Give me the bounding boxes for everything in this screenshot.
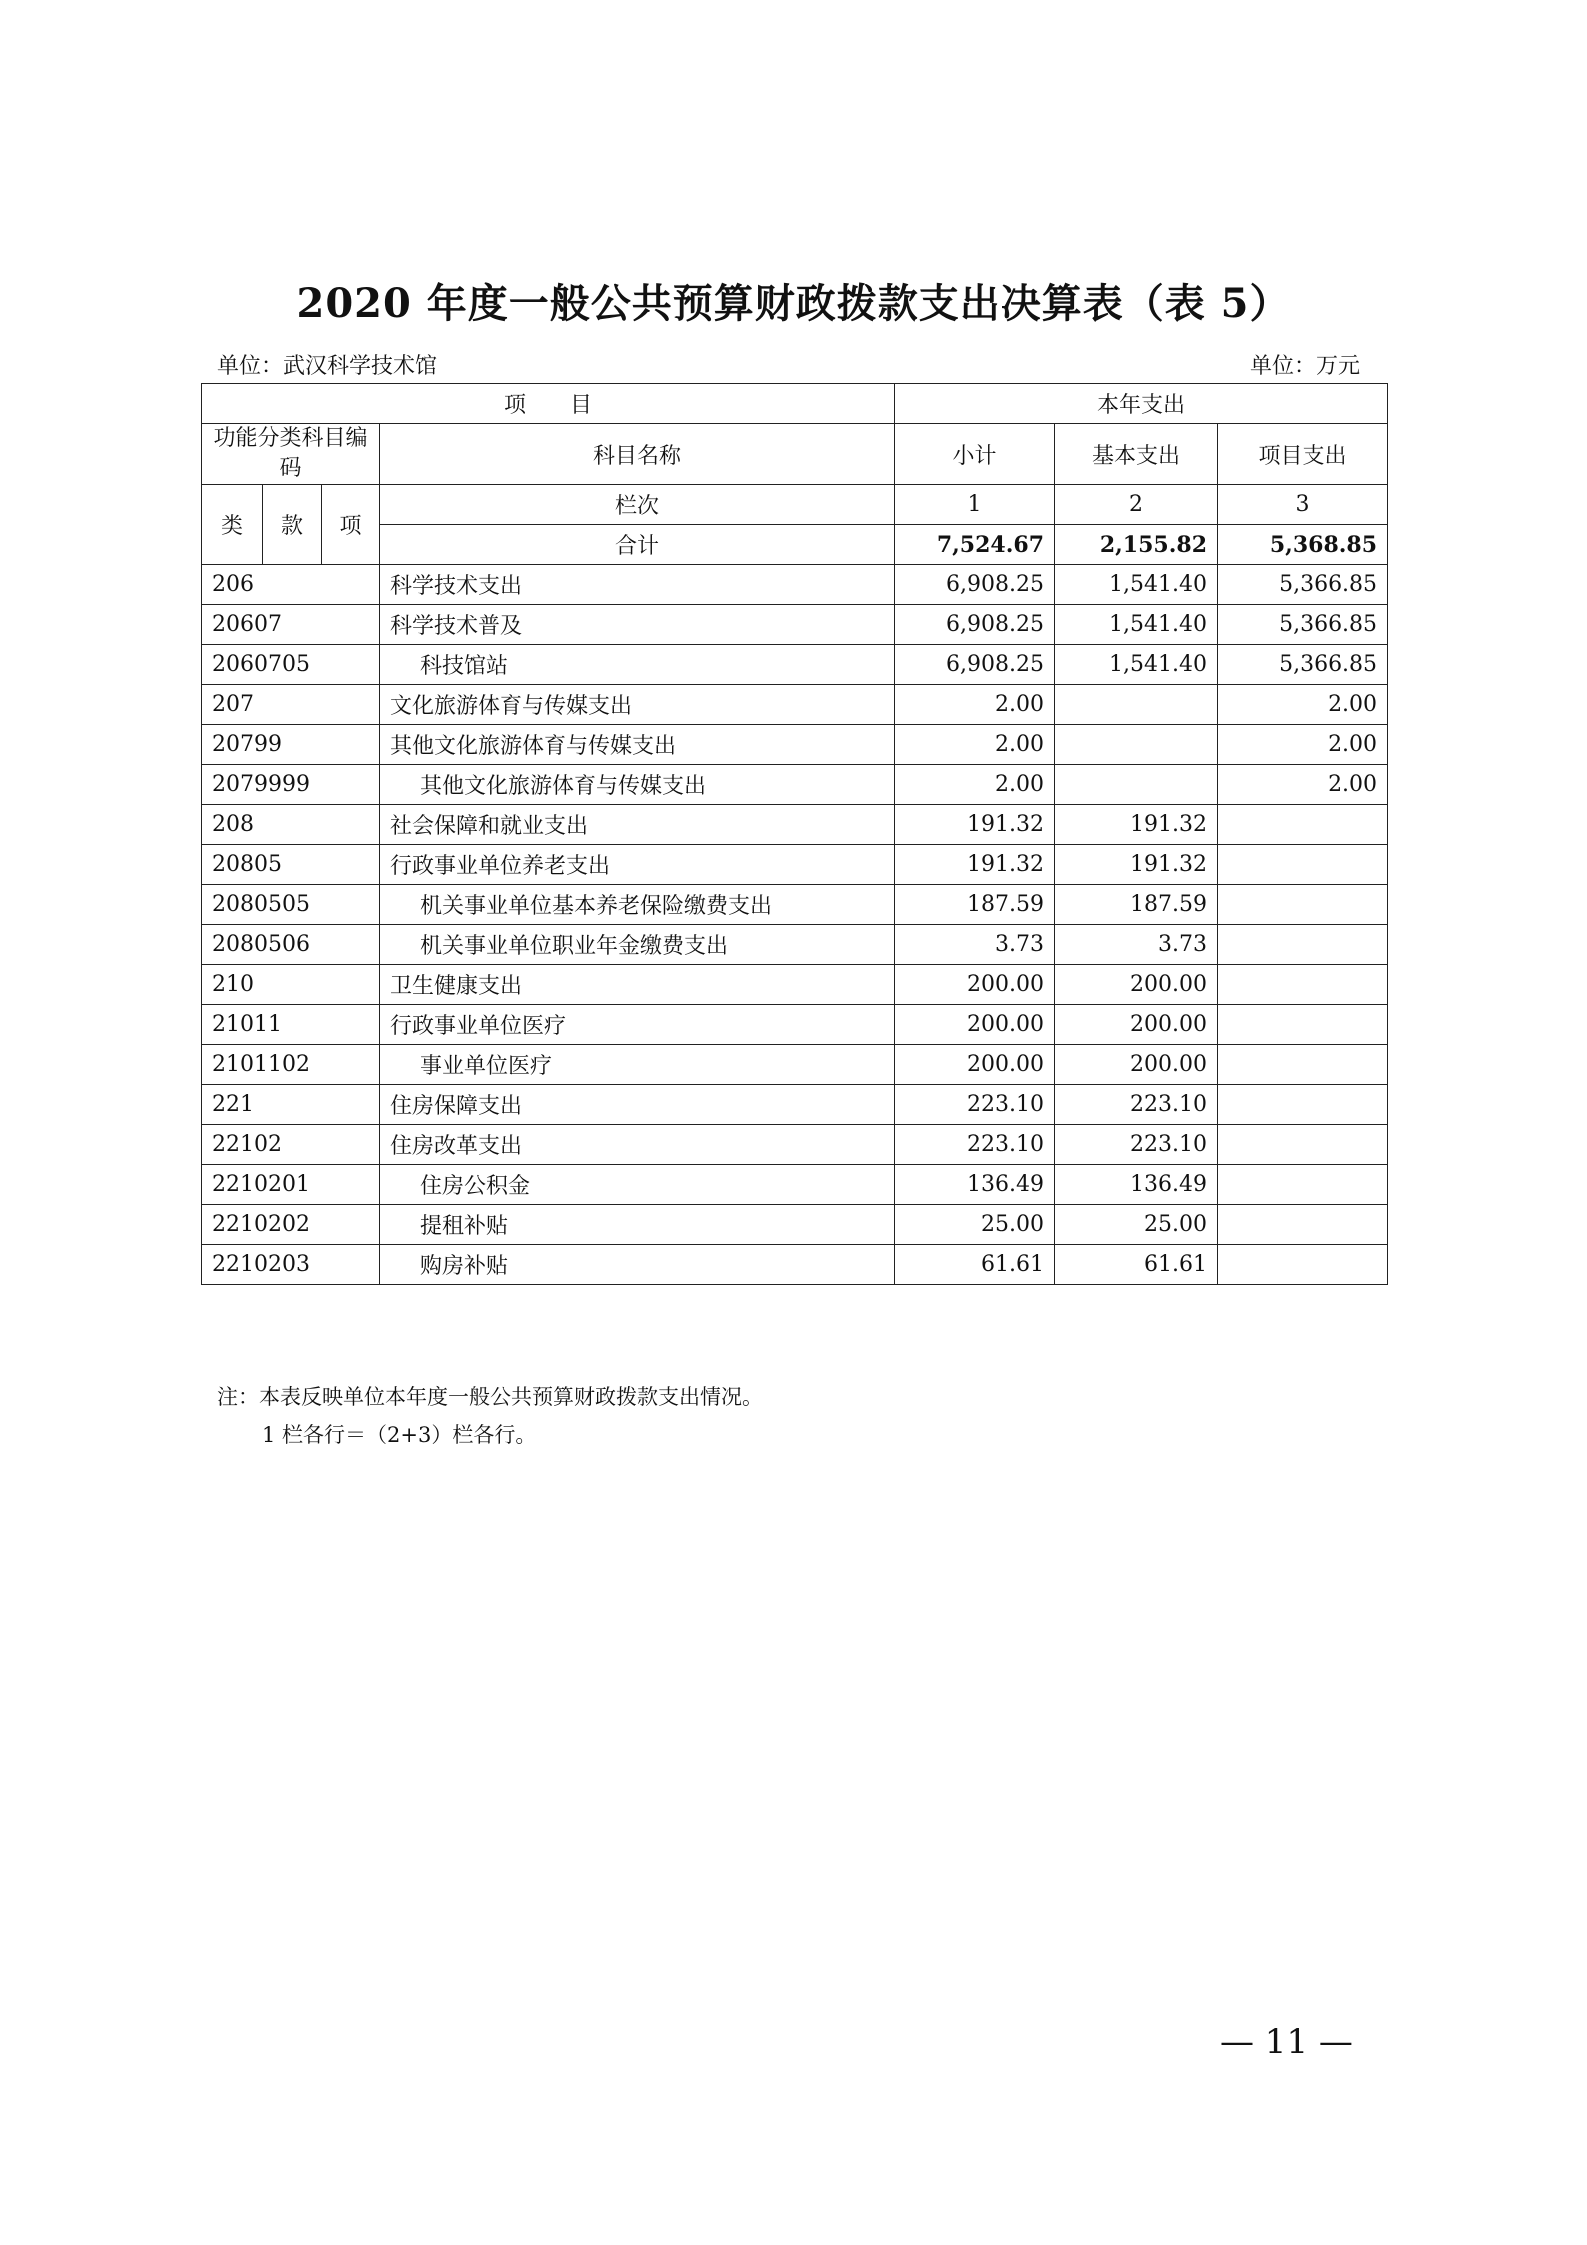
row-subject-name: 购房补贴 [380,1245,895,1285]
notes [217,1378,763,1454]
row-basic [1055,765,1218,805]
row-project: 2.00 [1218,685,1388,725]
row-code: 207 [202,685,380,725]
row-basic: 61.61 [1055,1245,1218,1285]
row-basic: 136.49 [1055,1165,1218,1205]
row-subject-name: 住房改革支出 [380,1125,895,1165]
header-func-code: 功能分类科目编码 [202,424,380,485]
row-subject-name: 住房保障支出 [380,1085,895,1125]
row-subtotal: 200.00 [895,1005,1055,1045]
note-line: 1 栏各行＝（2+3）栏各行。 [262,1423,537,1447]
row-subtotal: 191.32 [895,845,1055,885]
row-subject-name: 机关事业单位职业年金缴费支出 [380,925,895,965]
row-subject-name: 行政事业单位养老支出 [380,845,895,885]
row-basic: 200.00 [1055,1045,1218,1085]
row-subject-name: 住房公积金 [380,1165,895,1205]
row-project [1218,925,1388,965]
header-subject-name: 科目名称 [380,424,895,485]
row-project [1218,885,1388,925]
row-subject-name: 行政事业单位医疗 [380,1005,895,1045]
total-label: 合计 [380,525,895,565]
row-subtotal: 223.10 [895,1085,1055,1125]
header-col3: 3 [1218,485,1388,525]
row-subject-name: 卫生健康支出 [380,965,895,1005]
table-row [202,805,1388,845]
header-col2: 2 [1055,485,1218,525]
header-column-no: 栏次 [380,485,895,525]
row-subtotal: 200.00 [895,965,1055,1005]
row-subtotal: 223.10 [895,1125,1055,1165]
row-code: 2101102 [202,1045,380,1085]
note-line: 注：本表反映单位本年度一般公共预算财政拨款支出情况。 [217,1385,763,1409]
total-project: 5,368.85 [1218,525,1388,565]
row-project: 5,366.85 [1218,565,1388,605]
table-row [202,965,1388,1005]
table-row [202,685,1388,725]
table-row [202,845,1388,885]
row-project [1218,1205,1388,1245]
row-subtotal: 25.00 [895,1205,1055,1245]
header-expense: 本年支出 [895,384,1388,424]
row-basic: 1,541.40 [1055,565,1218,605]
row-code: 2060705 [202,645,380,685]
row-subject-name: 机关事业单位基本养老保险缴费支出 [380,885,895,925]
table-row [202,645,1388,685]
row-code: 2079999 [202,765,380,805]
table-row [202,725,1388,765]
row-basic: 187.59 [1055,885,1218,925]
row-code: 2210203 [202,1245,380,1285]
row-subject-name: 科学技术普及 [380,605,895,645]
row-basic: 200.00 [1055,965,1218,1005]
header-basic: 基本支出 [1055,424,1218,485]
row-project [1218,805,1388,845]
header-col1: 1 [895,485,1055,525]
row-basic: 191.32 [1055,845,1218,885]
header-kuan: 款 [263,485,322,565]
total-subtotal: 7,524.67 [895,525,1055,565]
table-row [202,925,1388,965]
row-project [1218,1245,1388,1285]
row-subject-name: 事业单位医疗 [380,1045,895,1085]
row-basic [1055,725,1218,765]
row-project [1218,965,1388,1005]
row-code: 20607 [202,605,380,645]
row-subtotal: 3.73 [895,925,1055,965]
row-subtotal: 200.00 [895,1045,1055,1085]
table-row [202,1005,1388,1045]
table-row [202,885,1388,925]
row-subtotal: 6,908.25 [895,645,1055,685]
row-project [1218,1085,1388,1125]
row-code: 210 [202,965,380,1005]
row-subject-name: 社会保障和就业支出 [380,805,895,845]
header-project: 项 目 [202,384,895,424]
row-subtotal: 6,908.25 [895,565,1055,605]
row-subtotal: 2.00 [895,765,1055,805]
row-subtotal: 61.61 [895,1245,1055,1285]
row-subject-name: 其他文化旅游体育与传媒支出 [380,725,895,765]
row-code: 22102 [202,1125,380,1165]
row-project [1218,1005,1388,1045]
header-project-expense: 项目支出 [1218,424,1388,485]
row-basic: 223.10 [1055,1125,1218,1165]
table-row [202,1205,1388,1245]
row-subject-name: 科学技术支出 [380,565,895,605]
total-basic: 2,155.82 [1055,525,1218,565]
row-code: 2210201 [202,1165,380,1205]
row-project [1218,1045,1388,1085]
row-basic: 1,541.40 [1055,645,1218,685]
row-basic: 25.00 [1055,1205,1218,1245]
row-code: 2210202 [202,1205,380,1245]
row-subject-name: 科技馆站 [380,645,895,685]
budget-table [201,383,1388,1285]
row-basic: 223.10 [1055,1085,1218,1125]
page-title: 2020 年度一般公共预算财政拨款支出决算表（表 5） [296,280,1291,327]
row-subtotal: 2.00 [895,685,1055,725]
row-project [1218,845,1388,885]
row-code: 208 [202,805,380,845]
row-code: 2080506 [202,925,380,965]
row-project: 2.00 [1218,765,1388,805]
table-row [202,1125,1388,1165]
header-xiang: 项 [322,485,380,565]
row-project: 5,366.85 [1218,645,1388,685]
table-row [202,1085,1388,1125]
row-basic [1055,685,1218,725]
row-code: 20799 [202,725,380,765]
row-subtotal: 187.59 [895,885,1055,925]
page-number: — 11 — [1220,2022,1353,2062]
table-row [202,1165,1388,1205]
table-row [202,565,1388,605]
row-subject-name: 文化旅游体育与传媒支出 [380,685,895,725]
row-project [1218,1125,1388,1165]
row-subtotal: 136.49 [895,1165,1055,1205]
row-code: 2080505 [202,885,380,925]
table-row [202,605,1388,645]
row-basic: 3.73 [1055,925,1218,965]
row-code: 221 [202,1085,380,1125]
unit-label: 单位：武汉科学技术馆 [217,354,438,379]
row-basic: 200.00 [1055,1005,1218,1045]
row-subtotal: 6,908.25 [895,605,1055,645]
row-project [1218,1165,1388,1205]
row-basic: 1,541.40 [1055,605,1218,645]
row-code: 21011 [202,1005,380,1045]
header-subtotal: 小计 [895,424,1055,485]
table-row [202,1045,1388,1085]
row-subtotal: 2.00 [895,725,1055,765]
row-subject-name: 其他文化旅游体育与传媒支出 [380,765,895,805]
row-code: 206 [202,565,380,605]
row-subtotal: 191.32 [895,805,1055,845]
row-code: 20805 [202,845,380,885]
table-row [202,1245,1388,1285]
row-project: 2.00 [1218,725,1388,765]
row-subject-name: 提租补贴 [380,1205,895,1245]
currency-unit-label: 单位：万元 [1250,354,1361,379]
row-project: 5,366.85 [1218,605,1388,645]
table-row [202,765,1388,805]
header-lei: 类 [202,485,263,565]
row-basic: 191.32 [1055,805,1218,845]
